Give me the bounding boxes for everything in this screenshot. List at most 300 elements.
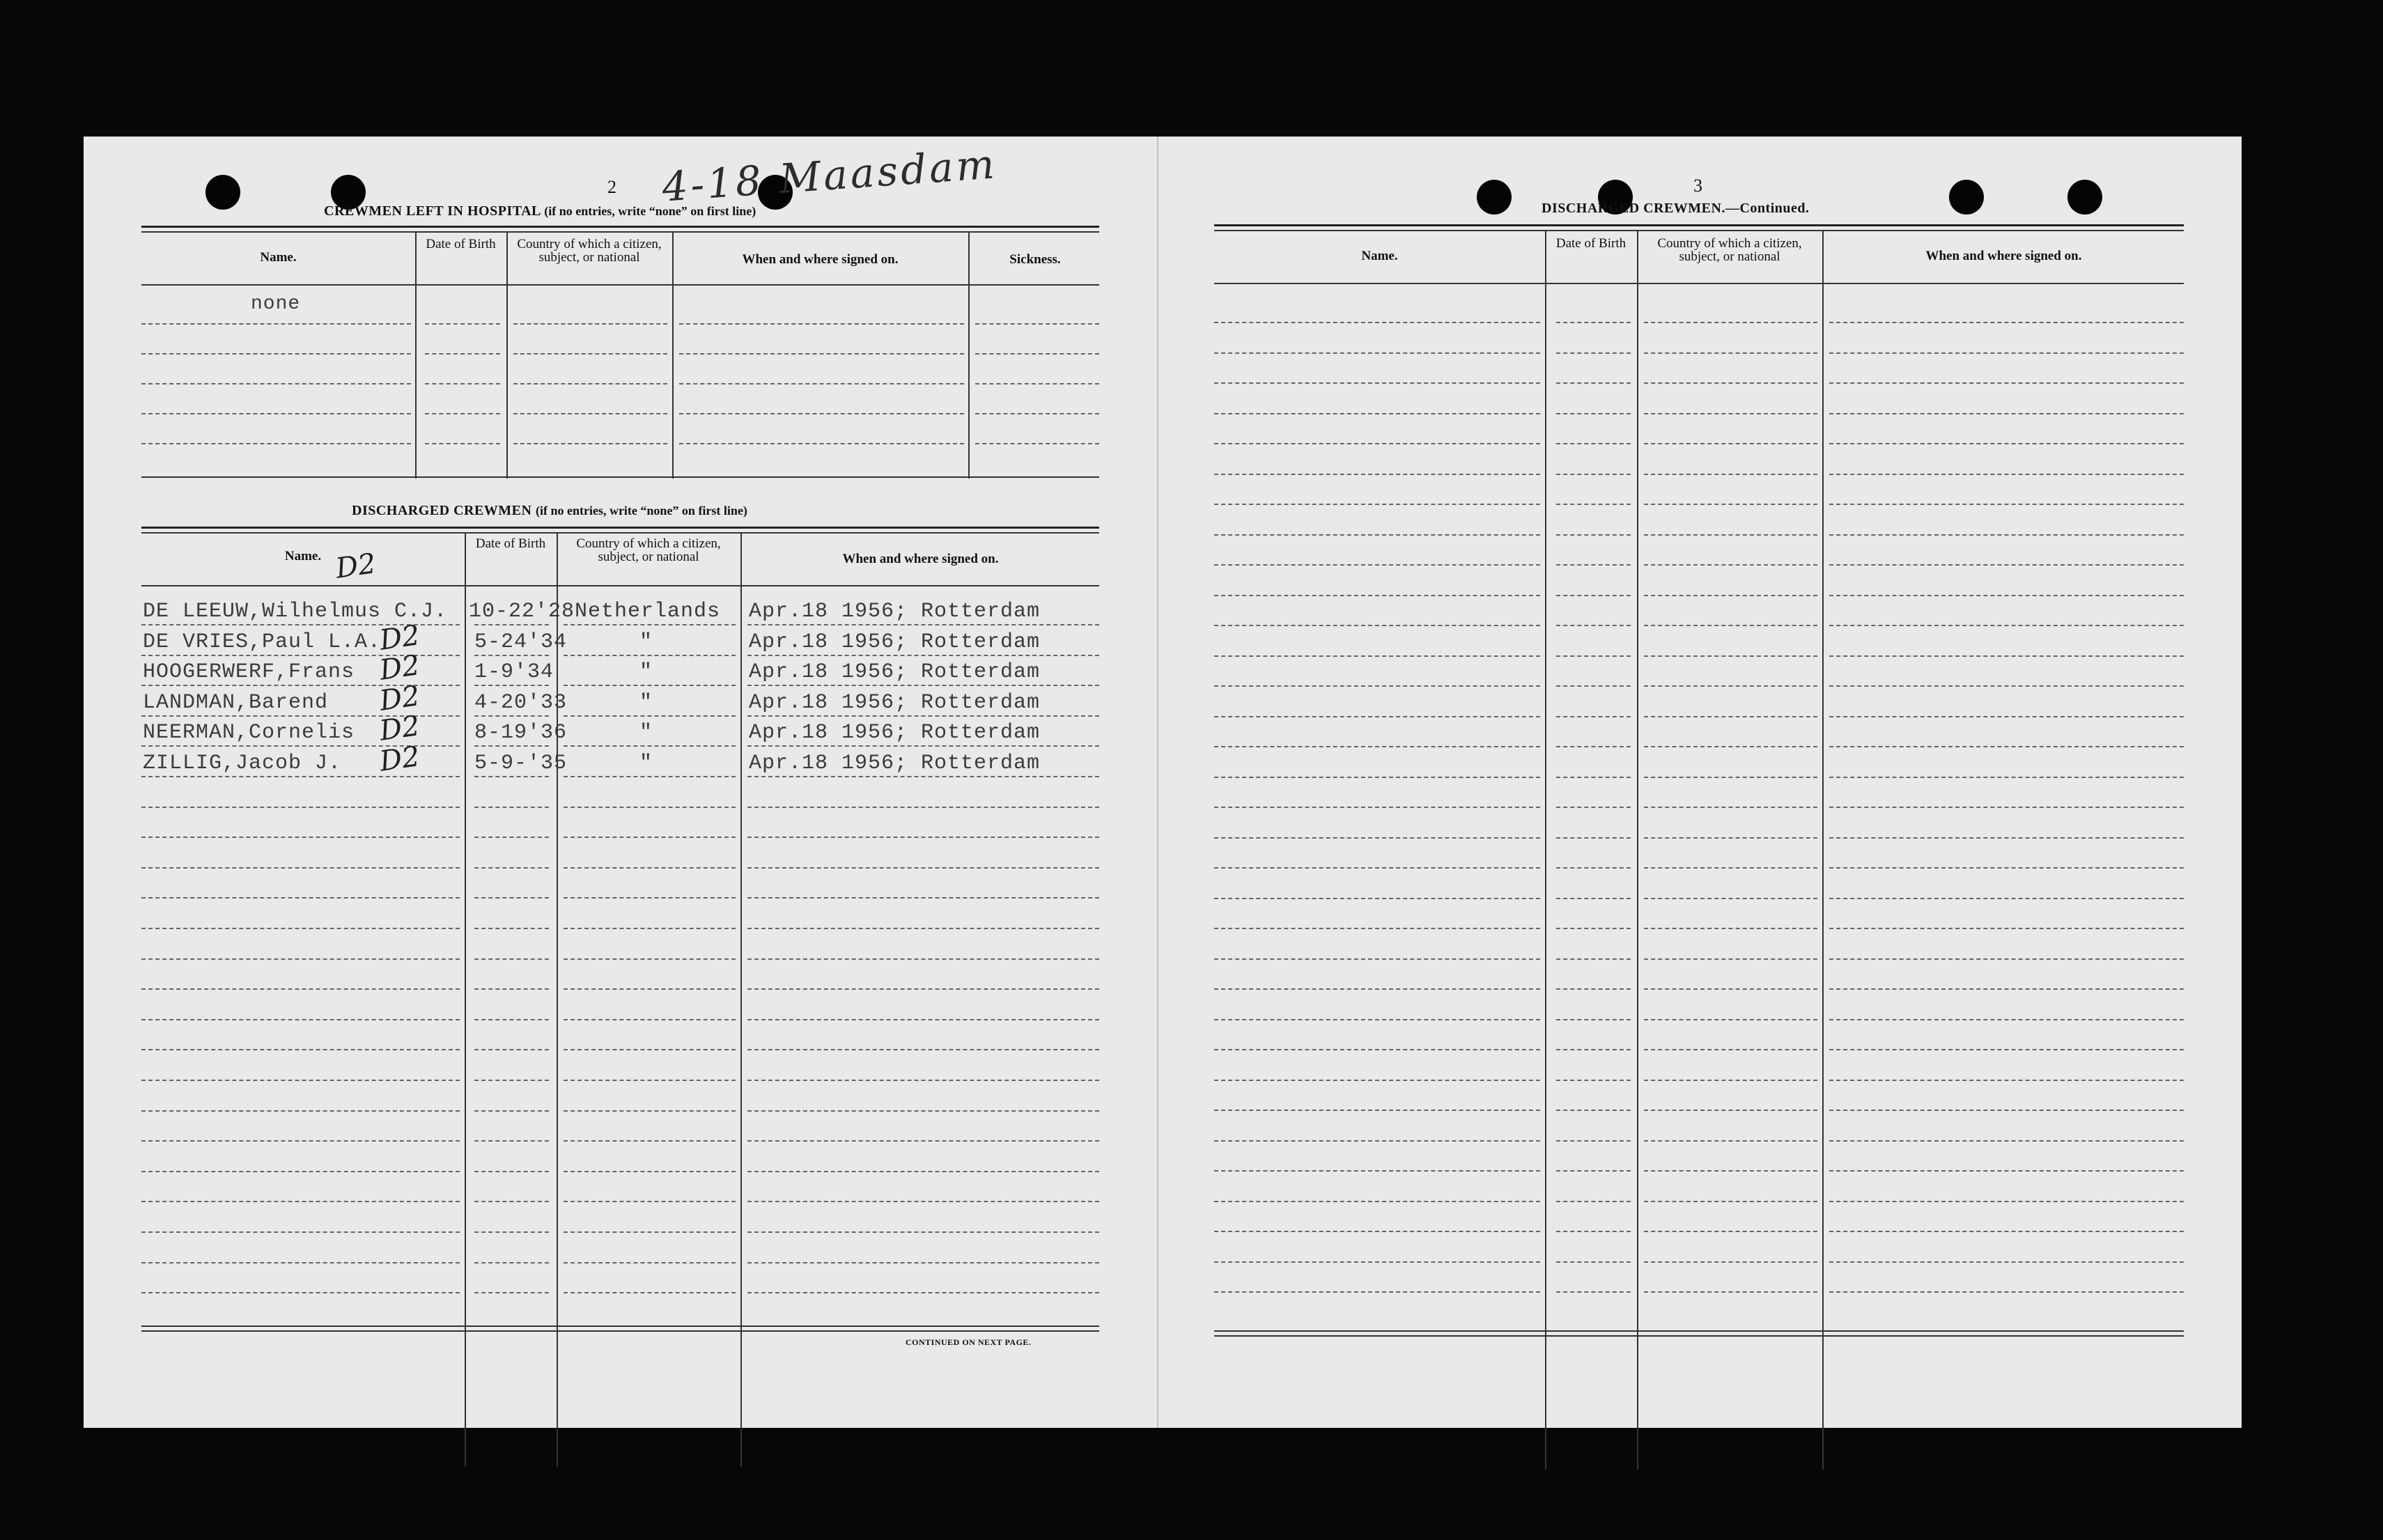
crew-date-of-birth: 5-24'34 xyxy=(474,630,568,654)
punch-hole xyxy=(1949,180,1984,215)
discharged-header-dob: Date of Birth xyxy=(475,536,546,551)
handwritten-discharge-mark: D2 xyxy=(378,680,422,717)
ruled-line xyxy=(1644,625,1817,626)
ruled-line xyxy=(1644,1049,1817,1050)
ruled-line xyxy=(474,807,549,808)
handwritten-discharge-mark: D2 xyxy=(378,619,422,657)
ruled-line xyxy=(1214,413,1540,414)
column-divider xyxy=(968,231,970,479)
crew-name: DE LEEUW,Wilhelmus C.J. xyxy=(143,600,448,623)
header-rule xyxy=(141,226,1099,228)
ruled-line xyxy=(474,685,549,686)
ruled-line xyxy=(747,685,1099,686)
ruled-line xyxy=(1644,837,1817,839)
ruled-line xyxy=(513,413,667,414)
handwritten-discharge-mark: D2 xyxy=(378,710,422,748)
ruled-line xyxy=(141,897,460,899)
ruled-line xyxy=(564,1262,736,1263)
ruled-line xyxy=(1644,1201,1817,1202)
discharged-section-title xyxy=(352,503,747,519)
ruled-line xyxy=(474,897,549,899)
ruled-line xyxy=(1644,1231,1817,1232)
ruled-line xyxy=(1829,1019,2184,1020)
ruled-line xyxy=(1829,746,2184,747)
continued-footer: CONTINUED ON NEXT PAGE. xyxy=(906,1337,1032,1347)
ruled-line xyxy=(141,837,460,838)
ruled-line xyxy=(1556,595,1631,596)
ruled-line xyxy=(564,1201,736,1202)
ruled-line xyxy=(474,1049,549,1050)
ruled-line xyxy=(1556,1231,1631,1232)
ruled-line xyxy=(1644,534,1817,536)
ruled-line xyxy=(564,1080,736,1081)
ruled-line xyxy=(1829,928,2184,929)
ruled-line xyxy=(141,1049,460,1050)
ruled-line xyxy=(1214,1080,1540,1081)
ruled-line xyxy=(1556,1140,1631,1142)
ruled-line xyxy=(564,1292,736,1293)
header-bottom-rule xyxy=(141,284,1099,286)
crew-signed-on: Apr.18 1956; Rotterdam xyxy=(749,660,1041,685)
ruled-line xyxy=(474,1140,549,1142)
ruled-line xyxy=(1829,352,2184,354)
ruled-line xyxy=(1556,564,1631,566)
ruled-line xyxy=(1644,564,1817,566)
ruled-line xyxy=(1644,1019,1817,1020)
crew-date-of-birth: 8-19'36 xyxy=(474,721,568,745)
ruled-line xyxy=(747,958,1099,960)
handwritten-discharge-mark: D2 xyxy=(378,649,422,687)
ruled-line xyxy=(1556,322,1631,323)
discharged-title-text: DISCHARGED CREWMEN xyxy=(352,503,532,518)
ruled-line xyxy=(1556,1080,1631,1081)
ruled-line xyxy=(975,443,1099,444)
discharged-header-when-where: When and where signed on. xyxy=(842,552,999,566)
crew-signed-on: Apr.18 1956; Rotterdam xyxy=(749,600,1041,623)
ruled-line xyxy=(1214,504,1540,505)
ruled-line xyxy=(141,383,411,384)
ruled-line xyxy=(1829,777,2184,778)
ruled-line xyxy=(564,837,736,838)
ruled-line xyxy=(975,383,1099,384)
crew-country: " xyxy=(639,660,653,685)
ruled-line xyxy=(474,867,549,869)
ruled-line xyxy=(474,928,549,929)
ruled-line xyxy=(1829,625,2184,626)
ruled-line xyxy=(1214,958,1540,960)
ruled-line xyxy=(1214,777,1540,778)
ruled-line xyxy=(474,958,549,960)
crew-country: " xyxy=(639,690,653,715)
ruled-line xyxy=(1829,1261,2184,1263)
crew-name: DE VRIES,Paul L.A. xyxy=(143,630,382,654)
ruled-line xyxy=(474,1262,549,1263)
ruled-line xyxy=(679,383,964,384)
ruled-line xyxy=(564,1231,736,1233)
ruled-line xyxy=(141,1019,460,1020)
ruled-line xyxy=(425,383,500,384)
ruled-line xyxy=(513,383,667,384)
ruled-line xyxy=(1556,655,1631,657)
ruled-line xyxy=(474,776,549,777)
ruled-line xyxy=(564,988,736,990)
ruled-line xyxy=(1829,595,2184,596)
ruled-line xyxy=(1214,716,1540,717)
ruled-line xyxy=(1214,1170,1540,1172)
ruled-line xyxy=(564,715,736,717)
ruled-line xyxy=(1214,534,1540,536)
ruled-line xyxy=(1644,1080,1817,1081)
ruled-line xyxy=(513,323,667,325)
ruled-line xyxy=(1644,777,1817,778)
ruled-line xyxy=(1644,413,1817,414)
crew-country: Netherlands xyxy=(575,600,721,623)
crew-name: HOOGERWERF,Frans xyxy=(143,660,355,685)
ruled-line xyxy=(1829,1231,2184,1232)
ruled-line xyxy=(1829,1049,2184,1050)
ruled-line xyxy=(564,897,736,899)
ruled-line xyxy=(1556,685,1631,687)
ruled-line xyxy=(1556,958,1631,960)
crew-date-of-birth: 10-22'28 xyxy=(469,600,575,623)
column-divider xyxy=(1637,230,1638,1470)
ruled-line xyxy=(141,958,460,960)
ruled-line xyxy=(564,958,736,960)
ruled-line xyxy=(1644,716,1817,717)
ruled-line xyxy=(141,807,460,808)
ruled-line xyxy=(1644,1140,1817,1142)
ruled-line xyxy=(1556,534,1631,536)
hospital-first-entry: none xyxy=(251,293,301,315)
ruled-line xyxy=(1214,382,1540,384)
discharged-subtitle-text: (if no entries, write “none” on first line) xyxy=(535,504,747,518)
ruled-line xyxy=(747,928,1099,929)
ruled-line xyxy=(1829,867,2184,869)
handwritten-header-mark: D2 xyxy=(334,547,378,585)
ruled-line xyxy=(747,745,1099,747)
ruled-line xyxy=(425,353,500,355)
ruled-line xyxy=(747,1292,1099,1293)
ruled-line xyxy=(747,1171,1099,1172)
crew-country: " xyxy=(639,630,653,654)
discharged-header-name: Name. xyxy=(284,549,322,563)
hospital-bottom-rule xyxy=(141,476,1099,478)
ruled-line xyxy=(474,1171,549,1172)
ruled-line xyxy=(1644,1291,1817,1293)
ruled-line xyxy=(1829,1291,2184,1293)
ruled-line xyxy=(1556,716,1631,717)
ruled-line xyxy=(747,1080,1099,1081)
ruled-line xyxy=(1644,685,1817,687)
ruled-line xyxy=(747,1140,1099,1142)
ruled-line xyxy=(564,1171,736,1172)
ruled-line xyxy=(1644,352,1817,354)
ruled-line xyxy=(1829,504,2184,505)
ruled-line xyxy=(1644,1261,1817,1263)
ruled-line xyxy=(1214,1049,1540,1050)
ruled-line xyxy=(1556,746,1631,747)
hospital-header-dob: Date of Birth xyxy=(426,237,496,251)
ruled-line xyxy=(1829,807,2184,808)
crew-signed-on: Apr.18 1956; Rotterdam xyxy=(749,721,1041,745)
header-bottom-rule xyxy=(1214,283,2184,284)
ruled-line xyxy=(1556,413,1631,414)
ruled-line xyxy=(474,745,549,747)
header-rule xyxy=(141,231,1099,233)
ruled-line xyxy=(1556,352,1631,354)
ruled-line xyxy=(1644,1170,1817,1172)
ruled-line xyxy=(474,715,549,717)
ruled-line xyxy=(1556,898,1631,899)
hospital-header-when-where: When and where signed on. xyxy=(742,252,899,267)
column-divider xyxy=(672,231,674,479)
handwritten-ship-note: 4-18 Maasdam xyxy=(660,140,999,211)
ruled-line xyxy=(141,988,460,990)
ruled-line xyxy=(1556,504,1631,505)
ruled-line xyxy=(141,1140,460,1142)
crew-name: NEERMAN,Cornelis xyxy=(143,721,355,745)
ruled-line xyxy=(1556,625,1631,626)
ruled-line xyxy=(1556,928,1631,929)
ruled-line xyxy=(1214,595,1540,596)
ruled-line xyxy=(474,1019,549,1020)
ruled-line xyxy=(564,807,736,808)
ruled-line xyxy=(1214,746,1540,747)
ruled-line xyxy=(141,323,411,325)
ruled-line xyxy=(1214,1261,1540,1263)
ruled-line xyxy=(141,1171,460,1172)
ruled-line xyxy=(1829,988,2184,990)
ruled-line xyxy=(474,624,549,625)
hospital-title-text: CREWMEN LEFT IN HOSPITAL xyxy=(324,203,541,219)
crew-signed-on: Apr.18 1956; Rotterdam xyxy=(749,752,1041,775)
ruled-line xyxy=(747,1262,1099,1263)
ruled-line xyxy=(1556,807,1631,808)
ruled-line xyxy=(1829,1140,2184,1142)
ruled-line xyxy=(141,443,411,444)
ruled-line xyxy=(1214,685,1540,687)
ruled-line xyxy=(747,1049,1099,1050)
ruled-line xyxy=(975,323,1099,325)
ruled-line xyxy=(564,867,736,869)
ruled-line xyxy=(1829,837,2184,839)
ruled-line xyxy=(141,1292,460,1293)
ruled-line xyxy=(1214,474,1540,475)
punch-hole xyxy=(1477,180,1512,215)
ruled-line xyxy=(1556,1049,1631,1050)
header-rule xyxy=(1214,224,2184,226)
right-header-dob: Date of Birth xyxy=(1555,236,1627,251)
ruled-line xyxy=(141,776,460,777)
ruled-line xyxy=(1214,1019,1540,1020)
ruled-line xyxy=(1214,867,1540,869)
ruled-line xyxy=(679,353,964,355)
ruled-line xyxy=(1829,413,2184,414)
ruled-line xyxy=(1556,1019,1631,1020)
crew-date-of-birth: 1-9'34 xyxy=(474,660,554,685)
right-bottom-rule xyxy=(1214,1330,2184,1332)
ruled-line xyxy=(1644,443,1817,444)
ruled-line xyxy=(1829,685,2184,687)
ruled-line xyxy=(747,776,1099,777)
ruled-line xyxy=(141,1231,460,1233)
header-rule xyxy=(1214,230,2184,231)
ruled-line xyxy=(1214,928,1540,929)
right-bottom-rule xyxy=(1214,1335,2184,1337)
crew-name: LANDMAN,Barend xyxy=(143,690,329,715)
ruled-line xyxy=(1644,504,1817,505)
ruled-line xyxy=(564,685,736,686)
ruled-line xyxy=(1556,777,1631,778)
ruled-line xyxy=(1214,807,1540,808)
ruled-line xyxy=(1214,1291,1540,1293)
ruled-line xyxy=(1214,837,1540,839)
ruled-line xyxy=(474,837,549,838)
column-divider xyxy=(506,231,508,479)
ruled-line xyxy=(1644,928,1817,929)
right-header-country: Country of which a citizen, subject, or national xyxy=(1657,236,1802,264)
ruled-line xyxy=(975,353,1099,355)
ruled-line xyxy=(474,1080,549,1081)
ruled-line xyxy=(1644,322,1817,323)
ruled-line xyxy=(1556,382,1631,384)
crew-date-of-birth: 4-20'33 xyxy=(474,690,568,715)
discharged-bottom-rule xyxy=(141,1325,1099,1327)
ruled-line xyxy=(747,624,1099,625)
ruled-line xyxy=(1829,474,2184,475)
ruled-line xyxy=(747,807,1099,808)
punch-hole xyxy=(205,175,240,210)
hospital-section-title xyxy=(324,203,756,219)
ruled-line xyxy=(679,323,964,325)
header-bottom-rule xyxy=(141,585,1099,586)
ruled-line xyxy=(474,655,549,656)
ruled-line xyxy=(747,715,1099,717)
ruled-line xyxy=(564,745,736,747)
ruled-line xyxy=(1829,1110,2184,1111)
ruled-line xyxy=(1829,958,2184,960)
ruled-line xyxy=(564,1019,736,1020)
ruled-line xyxy=(747,1231,1099,1233)
ruled-line xyxy=(474,1231,549,1233)
ruled-line xyxy=(1214,1110,1540,1111)
ruled-line xyxy=(1556,1170,1631,1172)
ruled-line xyxy=(1214,1140,1540,1142)
ruled-line xyxy=(425,443,500,444)
crew-date-of-birth: 5-9-'35 xyxy=(474,752,568,775)
ruled-line xyxy=(1644,807,1817,808)
ruled-line xyxy=(1829,898,2184,899)
ruled-line xyxy=(1829,322,2184,323)
ruled-line xyxy=(1556,1201,1631,1202)
right-section-title: DISCHARGED CREWMEN.—Continued. xyxy=(1542,201,1810,216)
page-number: 2 xyxy=(607,177,616,197)
ruled-line xyxy=(1556,837,1631,839)
ruled-line xyxy=(1214,988,1540,990)
handwritten-discharge-mark: D2 xyxy=(378,740,422,778)
ruled-line xyxy=(1214,898,1540,899)
ruled-line xyxy=(1556,1110,1631,1111)
ruled-line xyxy=(1829,564,2184,566)
ruled-line xyxy=(141,1201,460,1202)
column-divider xyxy=(1545,230,1546,1470)
crew-signed-on: Apr.18 1956; Rotterdam xyxy=(749,630,1041,654)
ruled-line xyxy=(564,928,736,929)
ruled-line xyxy=(1644,867,1817,869)
column-divider xyxy=(415,231,417,479)
ruled-line xyxy=(975,413,1099,414)
ruled-line xyxy=(747,1201,1099,1202)
ruled-line xyxy=(1556,1261,1631,1263)
ruled-line xyxy=(141,1110,460,1112)
header-rule xyxy=(141,527,1099,529)
ruled-line xyxy=(1214,443,1540,444)
crew-name: ZILLIG,Jacob J. xyxy=(143,752,342,775)
right-page xyxy=(1158,137,2242,1428)
ruled-line xyxy=(141,1262,460,1263)
ruled-line xyxy=(1644,988,1817,990)
ruled-line xyxy=(1556,474,1631,475)
ruled-line xyxy=(564,655,736,656)
crew-signed-on: Apr.18 1956; Rotterdam xyxy=(749,690,1041,715)
ruled-line xyxy=(1214,352,1540,354)
crew-country: " xyxy=(639,752,653,775)
ruled-line xyxy=(513,353,667,355)
ruled-line xyxy=(1556,867,1631,869)
ruled-line xyxy=(1214,625,1540,626)
ruled-line xyxy=(1829,655,2184,657)
ruled-line xyxy=(1214,655,1540,657)
ruled-line xyxy=(474,1110,549,1112)
ruled-line xyxy=(747,867,1099,869)
ruled-line xyxy=(1829,716,2184,717)
discharged-header-country: Country of which a citizen, subject, or national xyxy=(576,536,721,564)
hospital-header-name: Name. xyxy=(260,250,297,265)
ruled-line xyxy=(1556,988,1631,990)
right-header-when-where: When and where signed on. xyxy=(1925,249,2082,263)
ruled-line xyxy=(1214,1231,1540,1232)
ruled-line xyxy=(474,988,549,990)
ruled-line xyxy=(1556,443,1631,444)
ruled-line xyxy=(1829,1080,2184,1081)
ruled-line xyxy=(425,323,500,325)
hospital-header-country: Country of which a citizen, subject, or national xyxy=(517,237,662,265)
hospital-header-sickness: Sickness. xyxy=(1009,252,1061,267)
ruled-line xyxy=(1214,322,1540,323)
left-page xyxy=(84,137,1158,1428)
ruled-line xyxy=(679,443,964,444)
ruled-line xyxy=(1214,564,1540,566)
ruled-line xyxy=(141,353,411,355)
ruled-line xyxy=(747,837,1099,838)
ruled-line xyxy=(1829,1170,2184,1172)
ruled-line xyxy=(1829,534,2184,536)
crew-country: " xyxy=(639,721,653,745)
ruled-line xyxy=(474,1292,549,1293)
ruled-line xyxy=(564,1049,736,1050)
ruled-line xyxy=(747,1019,1099,1020)
ruled-line xyxy=(1644,898,1817,899)
ruled-line xyxy=(1644,958,1817,960)
ruled-line xyxy=(513,443,667,444)
ruled-line xyxy=(474,1201,549,1202)
ruled-line xyxy=(747,988,1099,990)
ruled-line xyxy=(1644,595,1817,596)
ruled-line xyxy=(1829,1201,2184,1202)
hospital-subtitle-text: (if no entries, write “none” on first line) xyxy=(544,204,756,218)
ruled-line xyxy=(1214,1201,1540,1202)
ruled-line xyxy=(564,624,736,625)
